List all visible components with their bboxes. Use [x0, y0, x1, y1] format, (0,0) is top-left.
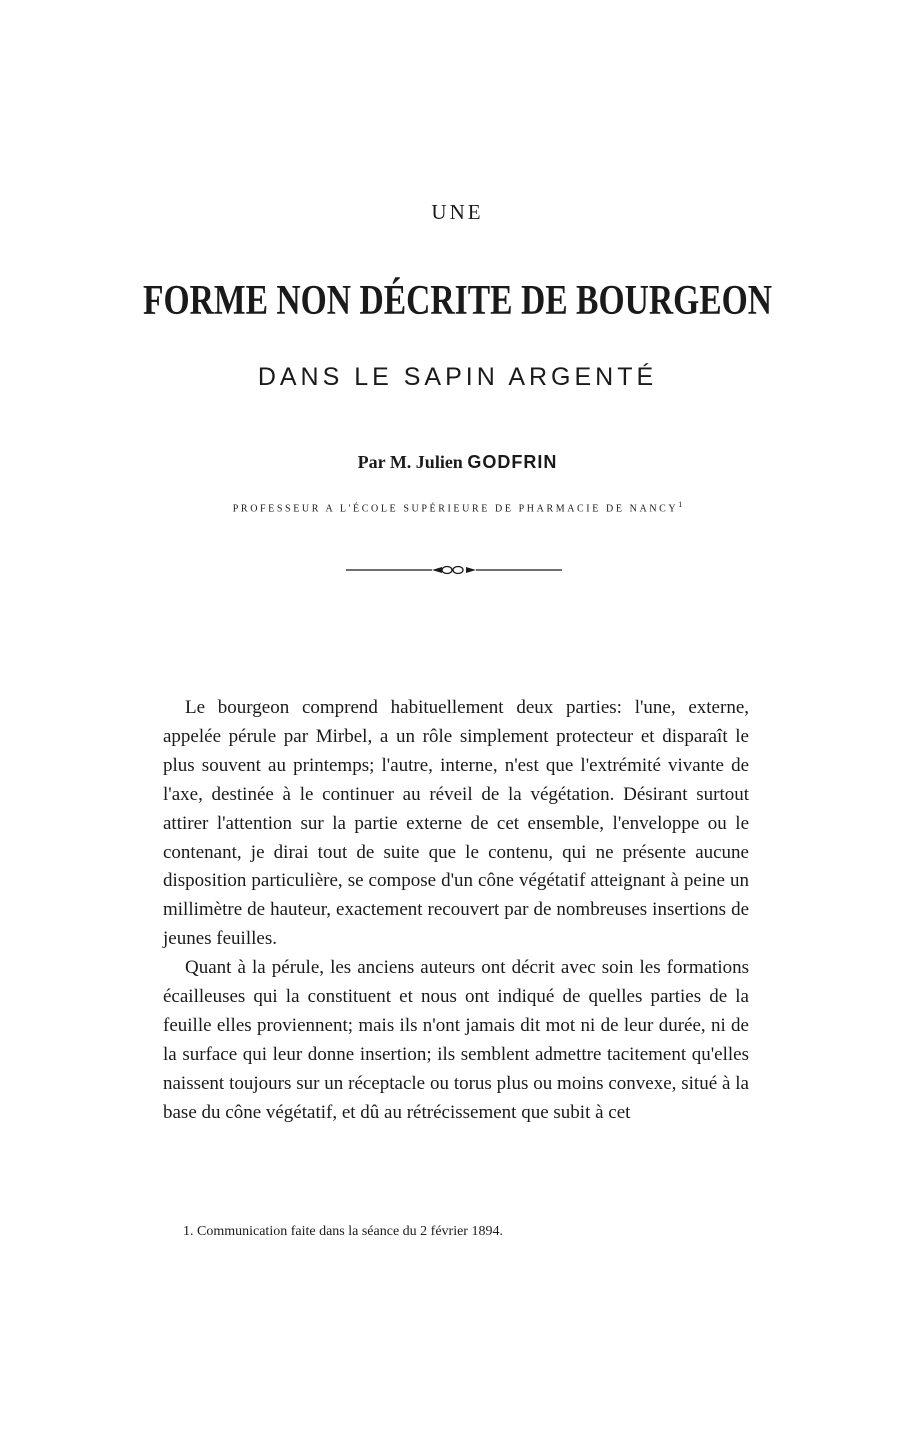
footnote-marker: 1 [678, 500, 683, 509]
paragraph-2: Quant à la pérule, les anciens auteurs ont décrit avec soin les formations écailleuses qui la constituent et nous ont indiqué de quelles parties de la feuille elles proviennent; mais ils n'ont jamais dit mot ni de leur durée, ni de la surface qui leur donne insertion; ils semblent admettre tacitement qu'elles naissent toujours sur un réceptacle ou torus plus ou moins convexe, situé à la base du cône végétatif, et dû au rétrécissement que subit à cet [163, 957, 749, 1123]
affiliation-text: PROFESSEUR A L'ÉCOLE SUPÉRIEURE DE PHARMACIE DE NANCY [232, 503, 679, 515]
author-byline [0, 452, 915, 473]
byline-prefix: Par M. Julien [357, 452, 463, 472]
author-surname: GODFRIN [467, 452, 558, 472]
paragraph-1: Le bourgeon comprend habituellement deux parties: l'une, externe, appelée pérule par Mirbel, a un rôle simplement protecteur et disparaît le plus souvent au printemps; l'autre, interne, n'est que l'extrémité vivante de l'axe, destinée à le continuer au réveil de la végétation. Désirant surtout attirer l'attention sur la partie externe de cet ensemble, l'enveloppe ou le contenant, je dirai tout de suite que le contenu, qui ne présente aucune disposition particulière, se compose d'un cône végétatif atteignant à peine un millimètre de hauteur, exactement recouvert par de nombreuses insertions de jeunes feuilles. [163, 697, 749, 950]
pre-title: UNE [431, 200, 484, 224]
author-affiliation [0, 500, 915, 514]
article-title: FORME NON DÉCRITE DE BOURGEON [142, 278, 773, 324]
footnote: 1. Communication faite dans la séance du 2 février 1894. [183, 1224, 503, 1239]
article-subtitle: DANS LE SAPIN ARGENTÉ [257, 363, 658, 391]
ornament-divider [346, 562, 562, 578]
body-text [163, 694, 749, 1128]
